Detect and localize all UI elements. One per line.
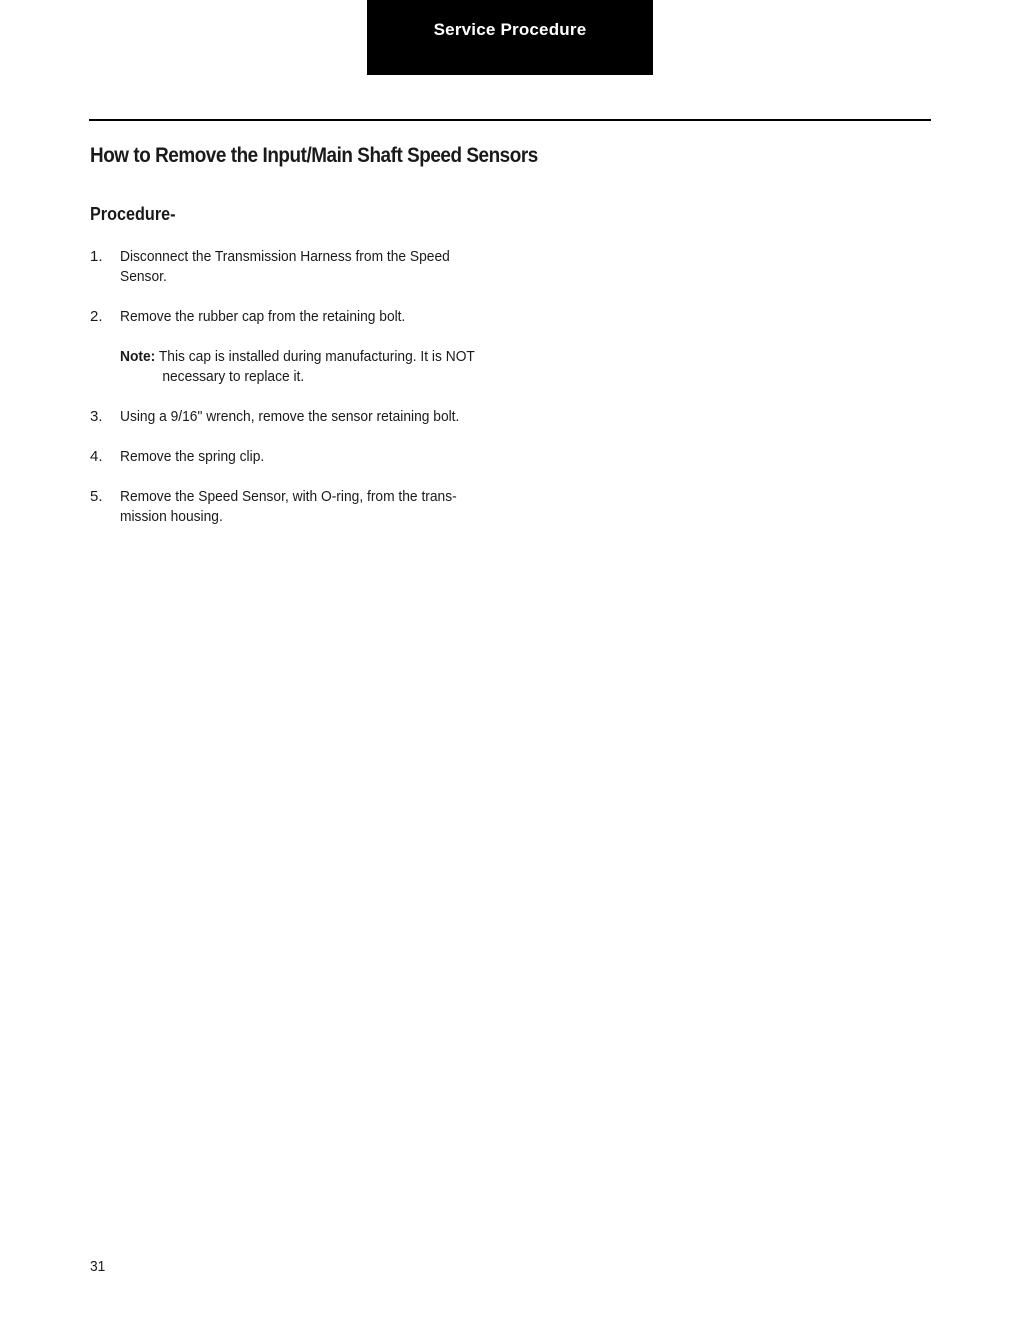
step-text: Remove the spring clip. — [120, 448, 265, 465]
page-title: How to Remove the Input/Main Shaft Speed Sensors — [90, 144, 538, 167]
procedure-step — [90, 407, 510, 427]
section-header-label: Service Procedure — [433, 20, 587, 39]
step-number: 2. — [90, 308, 103, 325]
note-text: This cap is installed during manufacturing. It is NOT necessary to replace it. — [158, 348, 475, 385]
section-heading: Procedure- — [90, 204, 176, 224]
step-number: 3. — [90, 408, 103, 425]
step-text: Remove the rubber cap from the retaining bolt. — [120, 308, 406, 325]
procedure-steps — [90, 247, 510, 547]
horizontal-rule — [89, 119, 931, 121]
step-text: Remove the Speed Sensor, with O-ring, from the trans- mission housing. — [120, 488, 457, 525]
step-number: 4. — [90, 448, 103, 465]
procedure-step — [90, 247, 510, 287]
step-number: 1. — [90, 248, 103, 265]
procedure-step — [90, 307, 510, 387]
note — [120, 347, 530, 387]
step-text: Disconnect the Transmission Harness from the Speed Sensor. — [120, 248, 450, 285]
section-header-tab — [367, 0, 653, 75]
procedure-step — [90, 447, 510, 467]
page-number: 31 — [90, 1258, 106, 1275]
step-number: 5. — [90, 488, 103, 505]
step-text: Using a 9/16" wrench, remove the sensor retaining bolt. — [120, 408, 460, 425]
note-label: Note: — [120, 348, 156, 365]
procedure-step — [90, 487, 510, 527]
